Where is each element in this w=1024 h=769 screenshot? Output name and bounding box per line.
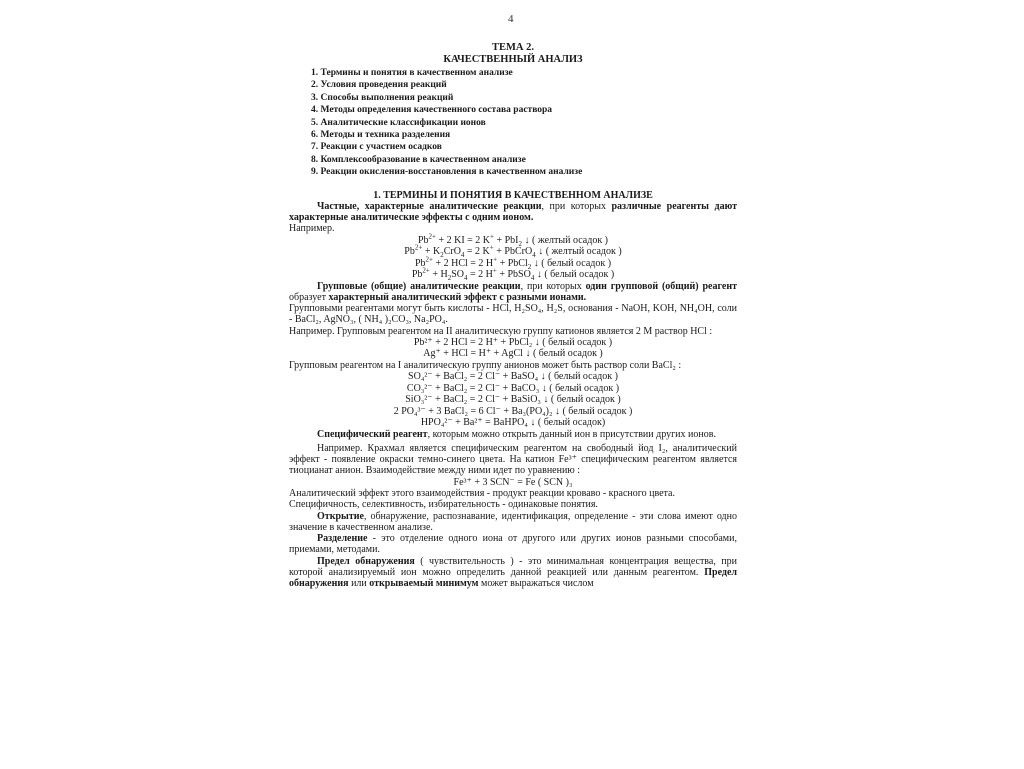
- text: , при которых: [541, 200, 612, 212]
- equation-group-ag: Ag⁺ + HCl = H⁺ + AgCl ↓ ( белый осадок ): [423, 348, 603, 360]
- equation-anion: 2 PO₄³⁻ + 3 BaCl₂ = 6 Cl⁻ + Ba₃(PO₄)₂ ↓ ( белый осадок ): [393, 405, 633, 417]
- equation-anion: HPO₄²⁻ + Ba²⁺ = BaHPO₄ ↓ ( белый осадок): [420, 417, 606, 429]
- group-reactions-paragraph: Групповые (общие) аналитические реакции, при которых один групповой (общий) реагент образует характерный аналитический эффект с разными ионами.: [289, 280, 737, 303]
- equation-pb-ki: $Pb^{2+} + 2$ KI = 2 K+ + PbI$_2$ ↓ ( желтый осадок ): [417, 232, 609, 248]
- specific-example-paragraph: Например. Крахмал является специфическим реагентом на свободный йод I₂, аналитический эффект - появление окраски темно-синего цвета. На катион Fe³⁺ специфическим реагентом является тиоцианат анион. Взаимодействие между ними идет по уравнению :: [289, 442, 737, 477]
- group-reagents-line: Групповыми реагентами могут быть кислоты - HCl, H₂SO₄, H₂S, основания - NaOH, KOH, NH₄OH, соли - BaCl₂, AgNO₃, ( NH₄ )₂CO₃, Na₂PO₄.: [289, 303, 737, 326]
- equation-pb-h2so4: $Pb^{2+} + H_2SO_4 = 2$ H+ + PbSO$_4$ ↓ ( белый осадок ): [411, 266, 615, 283]
- toc-item: 7. Реакции с участием осадков: [311, 142, 442, 153]
- specific-reagent-paragraph: Специфический реагент, которым можно открыть данный ион в присутствии других ионов.: [317, 428, 716, 440]
- toc-item: 9. Реакции окисления-восстановления в качественном анализе: [311, 167, 583, 178]
- toc-item: 1. Термины и понятия в качественном анализе: [311, 68, 513, 78]
- synonyms-line: Специфичность, селективность, избирательность - одинаковые понятия.: [289, 499, 598, 511]
- opening-paragraph: Открытие, обнаружение, распознавание, идентификация, определение - эти слова имеют одно значение в качественном анализе.: [289, 510, 737, 533]
- partial-reactions-paragraph: [289, 201, 737, 224]
- term-group: Групповые (общие) аналитические реакции: [317, 280, 521, 292]
- section-title: 1. ТЕРМИНЫ И ПОНЯТИЯ В КАЧЕСТВЕННОМ АНАЛИЗЕ: [373, 189, 653, 201]
- example-label: Например.: [289, 223, 335, 235]
- separation-paragraph: Разделение - это отделение одного иона от другого или других ионов разными способами, приемами, методами.: [289, 533, 737, 556]
- effect-line: Аналитический эффект этого взаимодействия - продукт реакции кроваво - красного цвета.: [289, 488, 675, 500]
- toc-item: 3. Способы выполнения реакций: [311, 92, 454, 103]
- equation-anion: SO₄²⁻ + BaCl₂ = 2 Cl⁻ + BaSO₄ ↓ ( белый осадок ): [408, 371, 618, 383]
- theme-label: ТЕМА 2.: [492, 42, 534, 53]
- equation-pb-hcl: $Pb^{2+} + 2$ HCl = 2 H+ + PbCl$_2$ ↓ ( белый осадок ): [414, 255, 612, 271]
- toc-item: 2. Условия проведения реакций: [311, 80, 447, 91]
- toc-item: 8. Комплексообразование в качественном анализе: [311, 154, 526, 165]
- term-partial: Частные, характерные аналитические реакции: [317, 200, 542, 212]
- table-of-contents: [311, 67, 737, 179]
- equation-group-pb: Pb²⁺ + 2 HCl = 2 H⁺ + PbCl₂ ↓ ( белый осадок ): [413, 336, 613, 348]
- term-separation: Разделение: [317, 533, 368, 545]
- anions-intro: Групповым реагентом на I аналитическую группу анионов может быть раствор соли BaCl₂ :: [289, 359, 682, 371]
- equation-fe-scn: Fe³⁺ + 3 SCN⁻ = Fe ( SCN )₃: [453, 476, 573, 488]
- term-opening: Открытие: [317, 510, 364, 522]
- detection-limit-paragraph: Предел обнаружения ( чувствительность ) - это минимальная концентрация вещества, при которой анализируемый ион можно определить данной реакцией или данным реагентом. Предел обнаружения или открываемый минимум может выражаться числом: [289, 555, 737, 590]
- toc-item: 4. Методы определения качественного состава раствора: [311, 105, 553, 116]
- term-partial-desc: различные реагенты дают характерные аналитические эффекты с одним ионом.: [289, 200, 737, 224]
- page-number: 4: [508, 13, 514, 25]
- equation-anion: SiO₃²⁻ + BaCl₂ = 2 Cl⁻ + BaSiO₃ ↓ ( белый осадок ): [405, 394, 621, 406]
- toc-item: 6. Методы и техника разделения: [311, 130, 451, 141]
- term-detection-limit: Предел обнаружения: [317, 555, 415, 567]
- group-example-line: Например. Групповым реагентом на II аналитическую группу катионов является 2 М раствор HCl :: [289, 325, 713, 337]
- equation-pb-k2cro4: $Pb^{2+} + K_2CrO_4 = 2$ K+ + PbCrO$_4$ ↓ ( желтый осадок ): [404, 243, 622, 260]
- theme-title: КАЧЕСТВЕННЫЙ АНАЛИЗ: [443, 54, 583, 65]
- term-specific: Специфический реагент: [317, 428, 428, 440]
- equation-anion: CO₃²⁻ + BaCl₂ = 2 Cl⁻ + BaCO₃ ↓ ( белый осадок ): [406, 382, 620, 394]
- text-column: [289, 42, 737, 589]
- toc-item: 5. Аналитические классификации ионов: [311, 117, 486, 128]
